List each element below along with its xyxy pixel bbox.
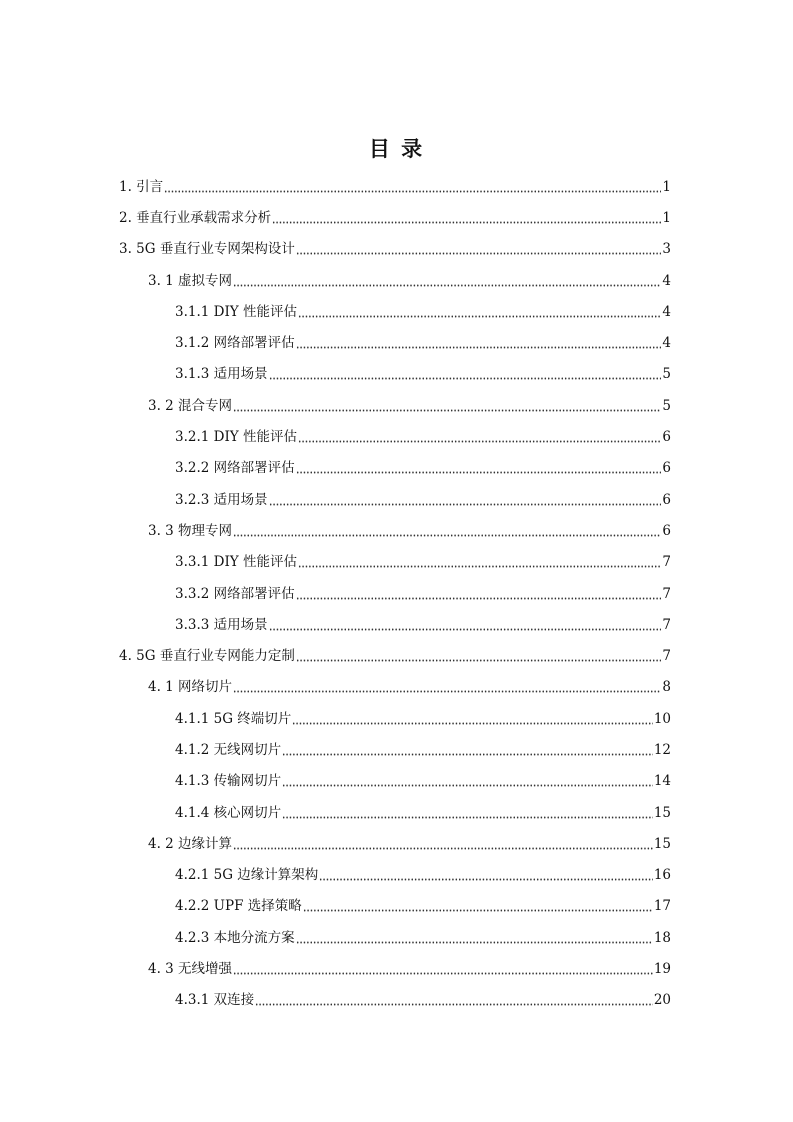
toc-entry-page-number: 12 xyxy=(653,741,671,758)
toc-entry-page-number: 7 xyxy=(662,648,671,665)
toc-entry[interactable] xyxy=(0,828,793,859)
toc-entry-page-number: 6 xyxy=(662,460,671,477)
toc-entry-page-number: 1 xyxy=(662,209,671,226)
toc-entry-label: 3. 5G 垂直行业专网架构设计 xyxy=(119,241,295,258)
dot-leader xyxy=(296,346,662,350)
toc-entry-label: 4. 1 网络切片 xyxy=(148,679,233,696)
toc-entry[interactable] xyxy=(0,766,793,797)
toc-entry-page-number: 6 xyxy=(662,522,671,539)
toc-entry-label: 3. 1 虚拟专网 xyxy=(148,272,233,289)
toc-entry-page-number: 15 xyxy=(653,804,671,821)
toc-entry-label: 4.2.1 5G 边缘计算架构 xyxy=(175,867,319,884)
toc-entry-label: 4. 5G 垂直行业专网能力定制 xyxy=(119,648,295,665)
dot-leader xyxy=(298,314,661,318)
dot-leader xyxy=(233,408,661,412)
toc-entry[interactable] xyxy=(0,734,793,765)
toc-entry-label: 3.1.2 网络部署评估 xyxy=(175,335,295,352)
dot-leader xyxy=(233,846,653,850)
toc-entry[interactable] xyxy=(0,953,793,984)
toc-title: 目 录 xyxy=(368,137,425,161)
toc-entry-label: 3.1.3 适用场景 xyxy=(175,366,268,383)
toc-entry-page-number: 6 xyxy=(662,429,671,446)
toc-entry-page-number: 4 xyxy=(662,303,671,320)
dot-leader xyxy=(269,377,662,381)
toc-entry-page-number: 10 xyxy=(653,710,671,727)
toc-entry[interactable] xyxy=(0,234,793,265)
toc-entry-page-number: 4 xyxy=(662,272,671,289)
dot-leader xyxy=(282,784,653,788)
toc-entry-page-number: 4 xyxy=(662,335,671,352)
dot-leader xyxy=(233,690,661,694)
dot-leader xyxy=(164,189,661,193)
toc-entry[interactable] xyxy=(0,547,793,578)
dot-leader xyxy=(296,471,662,475)
toc-entry[interactable] xyxy=(0,265,793,296)
toc-entry-page-number: 17 xyxy=(653,898,671,915)
toc-entry[interactable] xyxy=(0,296,793,327)
toc-entry-label: 4.1.2 无线网切片 xyxy=(175,741,282,758)
toc-entry[interactable] xyxy=(0,640,793,671)
toc-entry[interactable] xyxy=(0,421,793,452)
toc-entry[interactable] xyxy=(0,171,793,202)
toc-entry-page-number: 18 xyxy=(653,929,671,946)
dot-leader xyxy=(296,252,662,256)
toc-entry[interactable] xyxy=(0,578,793,609)
dot-leader xyxy=(319,878,653,882)
table-of-contents xyxy=(0,171,793,1016)
toc-entry[interactable] xyxy=(0,515,793,546)
dot-leader xyxy=(298,440,661,444)
toc-entry[interactable] xyxy=(0,202,793,233)
toc-entry-label: 3.2.3 适用场景 xyxy=(175,491,268,508)
toc-entry-label: 3.2.2 网络部署评估 xyxy=(175,460,295,477)
toc-entry-label: 4. 3 无线增强 xyxy=(148,961,233,978)
toc-entry-label: 4.1.3 传输网切片 xyxy=(175,773,282,790)
toc-entry[interactable] xyxy=(0,484,793,515)
dot-leader xyxy=(255,1003,653,1007)
toc-entry-label: 4.1.4 核心网切片 xyxy=(175,804,282,821)
dot-leader xyxy=(303,909,653,913)
toc-entry[interactable] xyxy=(0,453,793,484)
toc-entry-label: 4. 2 边缘计算 xyxy=(148,835,233,852)
dot-leader xyxy=(269,502,662,506)
toc-entry-label: 4.1.1 5G 终端切片 xyxy=(175,710,292,727)
toc-entry[interactable] xyxy=(0,359,793,390)
toc-entry[interactable] xyxy=(0,703,793,734)
toc-entry[interactable] xyxy=(0,797,793,828)
toc-entry-page-number: 5 xyxy=(662,366,671,383)
toc-entry-label: 4.2.3 本地分流方案 xyxy=(175,929,295,946)
toc-entry-page-number: 3 xyxy=(662,241,671,258)
toc-entry-page-number: 15 xyxy=(653,835,671,852)
dot-leader xyxy=(296,659,662,663)
toc-entry[interactable] xyxy=(0,390,793,421)
toc-entry[interactable] xyxy=(0,922,793,953)
toc-entry[interactable] xyxy=(0,672,793,703)
toc-entry-page-number: 7 xyxy=(662,616,671,633)
toc-entry[interactable] xyxy=(0,609,793,640)
toc-entry-label: 3.3.3 适用场景 xyxy=(175,616,268,633)
dot-leader xyxy=(269,627,662,631)
toc-entry-label: 3.1.1 DIY 性能评估 xyxy=(175,303,298,320)
toc-entry-label: 3. 2 混合专网 xyxy=(148,397,233,414)
toc-entry-label: 3. 3 物理专网 xyxy=(148,522,233,539)
toc-entry-page-number: 1 xyxy=(662,178,671,195)
dot-leader xyxy=(298,565,661,569)
toc-entry-page-number: 7 xyxy=(662,585,671,602)
toc-entry[interactable] xyxy=(0,891,793,922)
dot-leader xyxy=(272,220,661,224)
dot-leader xyxy=(296,940,653,944)
toc-entry-label: 3.2.1 DIY 性能评估 xyxy=(175,429,298,446)
dot-leader xyxy=(233,972,653,976)
toc-entry-label: 3.3.2 网络部署评估 xyxy=(175,585,295,602)
toc-entry-page-number: 6 xyxy=(662,491,671,508)
dot-leader xyxy=(292,721,653,725)
dot-leader xyxy=(282,815,653,819)
toc-entry[interactable] xyxy=(0,985,793,1016)
toc-entry-page-number: 7 xyxy=(662,554,671,571)
toc-entry-page-number: 8 xyxy=(662,679,671,696)
toc-entry[interactable] xyxy=(0,327,793,358)
toc-entry-label: 4.3.1 双连接 xyxy=(175,992,255,1009)
toc-entry-label: 2. 垂直行业承载需求分析 xyxy=(119,209,272,226)
toc-entry-label: 4.2.2 UPF 选择策略 xyxy=(175,898,302,915)
toc-entry-page-number: 19 xyxy=(653,961,671,978)
toc-entry-label: 3.3.1 DIY 性能评估 xyxy=(175,554,298,571)
dot-leader xyxy=(233,533,661,537)
toc-entry-page-number: 16 xyxy=(653,867,671,884)
toc-entry-label: 1. 引言 xyxy=(119,178,164,195)
toc-entry[interactable] xyxy=(0,860,793,891)
dot-leader xyxy=(233,283,661,287)
toc-entry-page-number: 5 xyxy=(662,397,671,414)
toc-entry-page-number: 20 xyxy=(653,992,671,1009)
dot-leader xyxy=(282,752,653,756)
toc-entry-page-number: 14 xyxy=(653,773,671,790)
dot-leader xyxy=(296,596,662,600)
